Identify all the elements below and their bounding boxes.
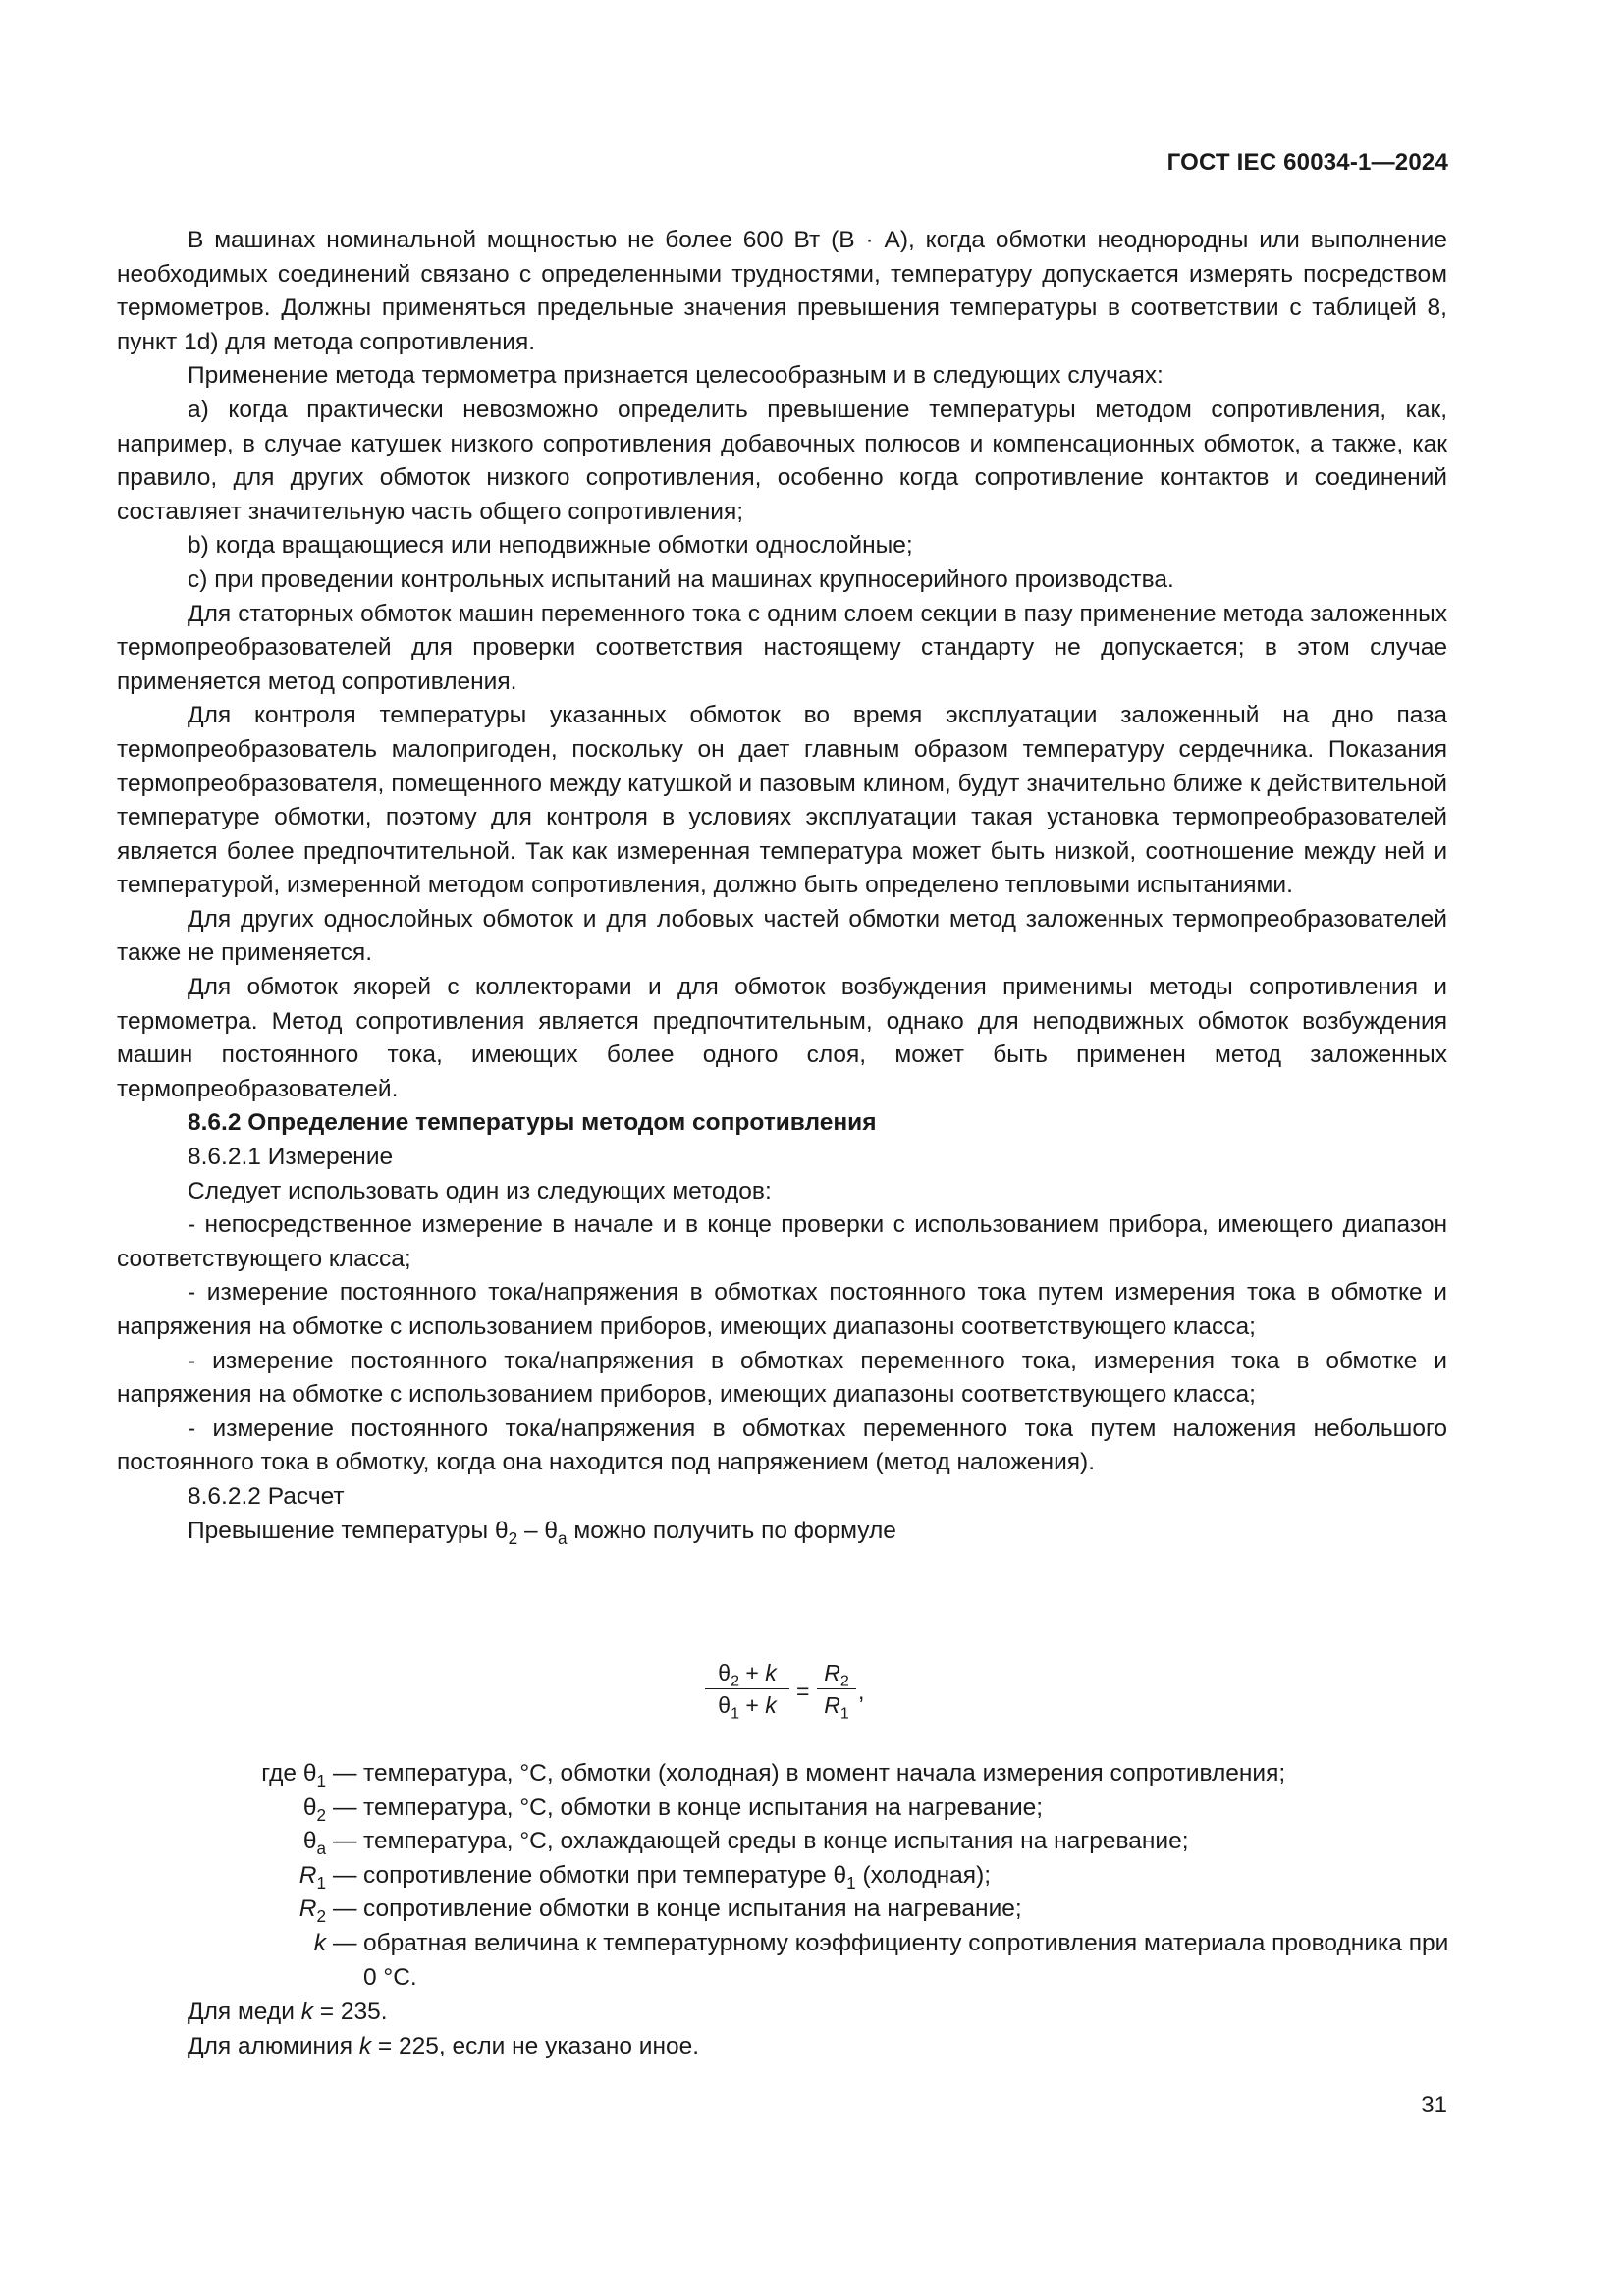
plus-sign: + bbox=[739, 1692, 766, 1718]
definition-text: обратная величина к температурному коэффициенту сопротивления материала проводника при 0 °С. bbox=[363, 1929, 1449, 1991]
definition-dash: — bbox=[333, 1896, 357, 1923]
subscript: 2 bbox=[316, 1906, 326, 1927]
definition-text: температура, °С, обмотки в конце испытания на нагревание; bbox=[363, 1793, 1044, 1821]
theta-symbol: θ bbox=[302, 1760, 317, 1787]
definition-text-part: сопротивление обмотки при температуре bbox=[363, 1861, 834, 1889]
constant-text: = 225, если не указано иное. bbox=[371, 2032, 700, 2059]
list-item: - непосредственное измерение в начале и в конце проверки с использованием прибора, имеющего диапазон соответствующего класса; bbox=[117, 1211, 1447, 1272]
minus-sign: – bbox=[517, 1517, 545, 1544]
subscript: 2 bbox=[508, 1527, 518, 1548]
section-heading: 8.6.2 Определение температуры методом сопротивления bbox=[188, 1109, 877, 1137]
k-symbol: k bbox=[313, 1929, 326, 1956]
formula-comma: , bbox=[858, 1679, 865, 1704]
definition-item bbox=[117, 1825, 1452, 1859]
r-symbol: R bbox=[298, 1896, 317, 1923]
paragraph: Для статорных обмоток машин переменного тока с одним слоем секции в пазу применение метода заложенных термопреобразователей для проверки соответствия настоящему стандарту не допускается; в этом случае применяется метод сопротивления. bbox=[117, 600, 1447, 695]
theta-symbol: θ bbox=[302, 1793, 317, 1821]
page-number: 31 bbox=[1421, 2092, 1447, 2118]
definition-item bbox=[117, 1859, 1452, 1894]
equals-sign: = bbox=[796, 1679, 810, 1704]
constant-text: Для меди bbox=[188, 1999, 301, 2025]
constant-text: Для алюминия bbox=[188, 2032, 359, 2059]
subsection-heading: 8.6.2.2 Расчет bbox=[188, 1482, 345, 1510]
r-symbol: R bbox=[298, 1861, 317, 1889]
definition-dash: — bbox=[333, 1793, 357, 1821]
subscript: 2 bbox=[731, 1672, 740, 1690]
plus-sign: + bbox=[739, 1660, 766, 1685]
constant-text: = 235. bbox=[312, 1999, 388, 2025]
paragraph: Для контроля температуры указанных обмоток во время эксплуатации заложенный на дно паза термопреобразователь малопригоден, поскольку он дает главным образом температуру сердечника. Показания термопреобразователя, помещенного между катушкой и пазовым клином, будут значительно ближе к действительной температуре обмотки, поэтому для контроля в условиях эксплуатации такая установка термопреобразователей является более предпочтительной. Так как измеренная температура может быть низкой, соотношение между ней и температурой, измеренной методом сопротивления, должно быть определено тепловыми испытаниями. bbox=[117, 702, 1447, 899]
definition-text-part: (холодная); bbox=[855, 1861, 992, 1889]
paragraph: Применение метода термометра признается целесообразным и в следующих случаях: bbox=[188, 362, 1164, 390]
r-symbol: R bbox=[824, 1660, 840, 1685]
list-item: - измерение постоянного тока/напряжения в обмотках переменного тока путем наложения небольшого постоянного тока в обмотку, когда она находится под напряжением (метод наложения). bbox=[117, 1415, 1447, 1476]
theta-symbol: θ bbox=[718, 1692, 731, 1718]
subscript: 1 bbox=[316, 1872, 326, 1893]
definition-item bbox=[117, 1893, 1452, 1927]
definition-item bbox=[117, 1757, 1452, 1791]
material-constants bbox=[188, 1996, 699, 2063]
subscript: a bbox=[558, 1527, 568, 1548]
definition-text: сопротивление обмотки в конце испытания на нагревание; bbox=[363, 1896, 1022, 1923]
theta-symbol: θ bbox=[833, 1861, 847, 1889]
definition-symbol bbox=[303, 1791, 326, 1826]
paragraph: В машинах номинальной мощностью не более 600 Вт (В · А), когда обмотки неоднородны или выполнение необходимых соединений связано с определенными трудностями, температуру допускается измерять посредством термометров. Должны применяться предельные значения превышения температуры в соответствии с таблицей 8, пункт 1d) для метода сопротивления. bbox=[117, 227, 1447, 355]
definition-text: температура, °С, охлаждающей среды в конце испытания на нагревание; bbox=[363, 1828, 1189, 1855]
left-fraction bbox=[705, 1659, 789, 1723]
definition-symbol bbox=[299, 1859, 326, 1894]
theta-symbol: θ bbox=[544, 1517, 559, 1544]
paragraph: Следует использовать один из следующих методов: bbox=[188, 1177, 772, 1204]
copper-constant bbox=[188, 1996, 699, 2030]
definition-dash: — bbox=[333, 1760, 357, 1787]
theta-symbol: θ bbox=[718, 1660, 731, 1685]
subscript: 1 bbox=[731, 1704, 740, 1723]
resistance-formula bbox=[705, 1659, 921, 1734]
definition-text: температура, °С, обмотки (холодная) в момент начала измерения сопротивления; bbox=[363, 1760, 1286, 1787]
right-denominator bbox=[817, 1689, 856, 1723]
paragraph: Для других однослойных обмоток и для лобовых частей обмотки метод заложенных термопреобразователей также не применяется. bbox=[117, 905, 1447, 967]
definition-symbol bbox=[261, 1757, 326, 1791]
r-symbol: R bbox=[824, 1692, 840, 1718]
k-symbol: k bbox=[765, 1692, 777, 1718]
definition-dash: — bbox=[333, 1861, 357, 1889]
left-numerator bbox=[705, 1659, 789, 1689]
definition-text bbox=[363, 1859, 1452, 1894]
definition-symbol bbox=[299, 1893, 326, 1927]
theta-symbol: θ bbox=[494, 1517, 509, 1544]
left-denominator bbox=[705, 1689, 789, 1723]
definition-symbol bbox=[314, 1927, 326, 1961]
theta-symbol: θ bbox=[302, 1828, 317, 1855]
list-item: - измерение постоянного тока/напряжения в обмотках переменного тока, измерения тока в обмотке и напряжения на обмотке с использованием приборов, имеющих диапазоны соответствующего класса; bbox=[117, 1347, 1447, 1409]
right-numerator bbox=[817, 1659, 856, 1689]
formula-intro-text: можно получить по формуле bbox=[567, 1517, 896, 1544]
k-symbol: k bbox=[300, 1999, 313, 2025]
definition-dash: — bbox=[333, 1929, 357, 1956]
definitions-list bbox=[117, 1757, 1452, 1995]
subscript: 2 bbox=[839, 1672, 849, 1690]
subscript: 2 bbox=[316, 1804, 326, 1825]
right-fraction bbox=[817, 1659, 856, 1723]
list-item: - измерение постоянного тока/напряжения в обмотках постоянного тока путем измерения тока в обмотке и напряжения на обмотке с использованием приборов, имеющих диапазоны соответствующего класса; bbox=[117, 1279, 1447, 1340]
subscript: 1 bbox=[839, 1704, 849, 1723]
subscript: 1 bbox=[316, 1771, 326, 1790]
definition-item bbox=[117, 1927, 1452, 1995]
list-item: c) при проведении контрольных испытаний на машинах крупносерийного производства. bbox=[188, 565, 1174, 593]
definition-item bbox=[117, 1791, 1452, 1826]
list-item: b) когда вращающиеся или неподвижные обмотки однослойные; bbox=[188, 532, 913, 560]
paragraph: Для обмоток якорей с коллекторами и для обмоток возбуждения применимы методы сопротивления и термометра. Метод сопротивления является предпочтительным, однако для неподвижных обмоток возбуждения машин постоянного тока, имеющих более одного слоя, может быть применен метод заложенных термопреобразователей. bbox=[117, 974, 1447, 1102]
formula-intro bbox=[117, 1515, 1447, 1549]
aluminium-constant bbox=[188, 2030, 699, 2064]
document-header: ГОСТ IEC 60034-1—2024 bbox=[1166, 149, 1448, 176]
k-symbol: k bbox=[358, 2032, 372, 2059]
definition-symbol bbox=[303, 1825, 326, 1859]
list-item: a) когда практически невозможно определить превышение температуры методом сопротивления, как, например, в случае катушек низкого сопротивления добавочных полюсов и компенсационных обмоток, а также, как правило, для других обмоток низкого сопротивления, особенно когда сопротивление контактов и соединений составляет значительную часть общего сопротивления; bbox=[117, 396, 1447, 525]
subscript: 1 bbox=[846, 1872, 856, 1893]
formula-intro-text: Превышение температуры bbox=[188, 1517, 495, 1544]
subsection-heading: 8.6.2.1 Измерение bbox=[188, 1144, 394, 1171]
definition-prefix: где bbox=[261, 1760, 303, 1787]
definition-dash: — bbox=[333, 1828, 357, 1855]
k-symbol: k bbox=[765, 1660, 777, 1685]
body-text bbox=[117, 224, 1447, 1548]
subscript: a bbox=[316, 1839, 326, 1859]
